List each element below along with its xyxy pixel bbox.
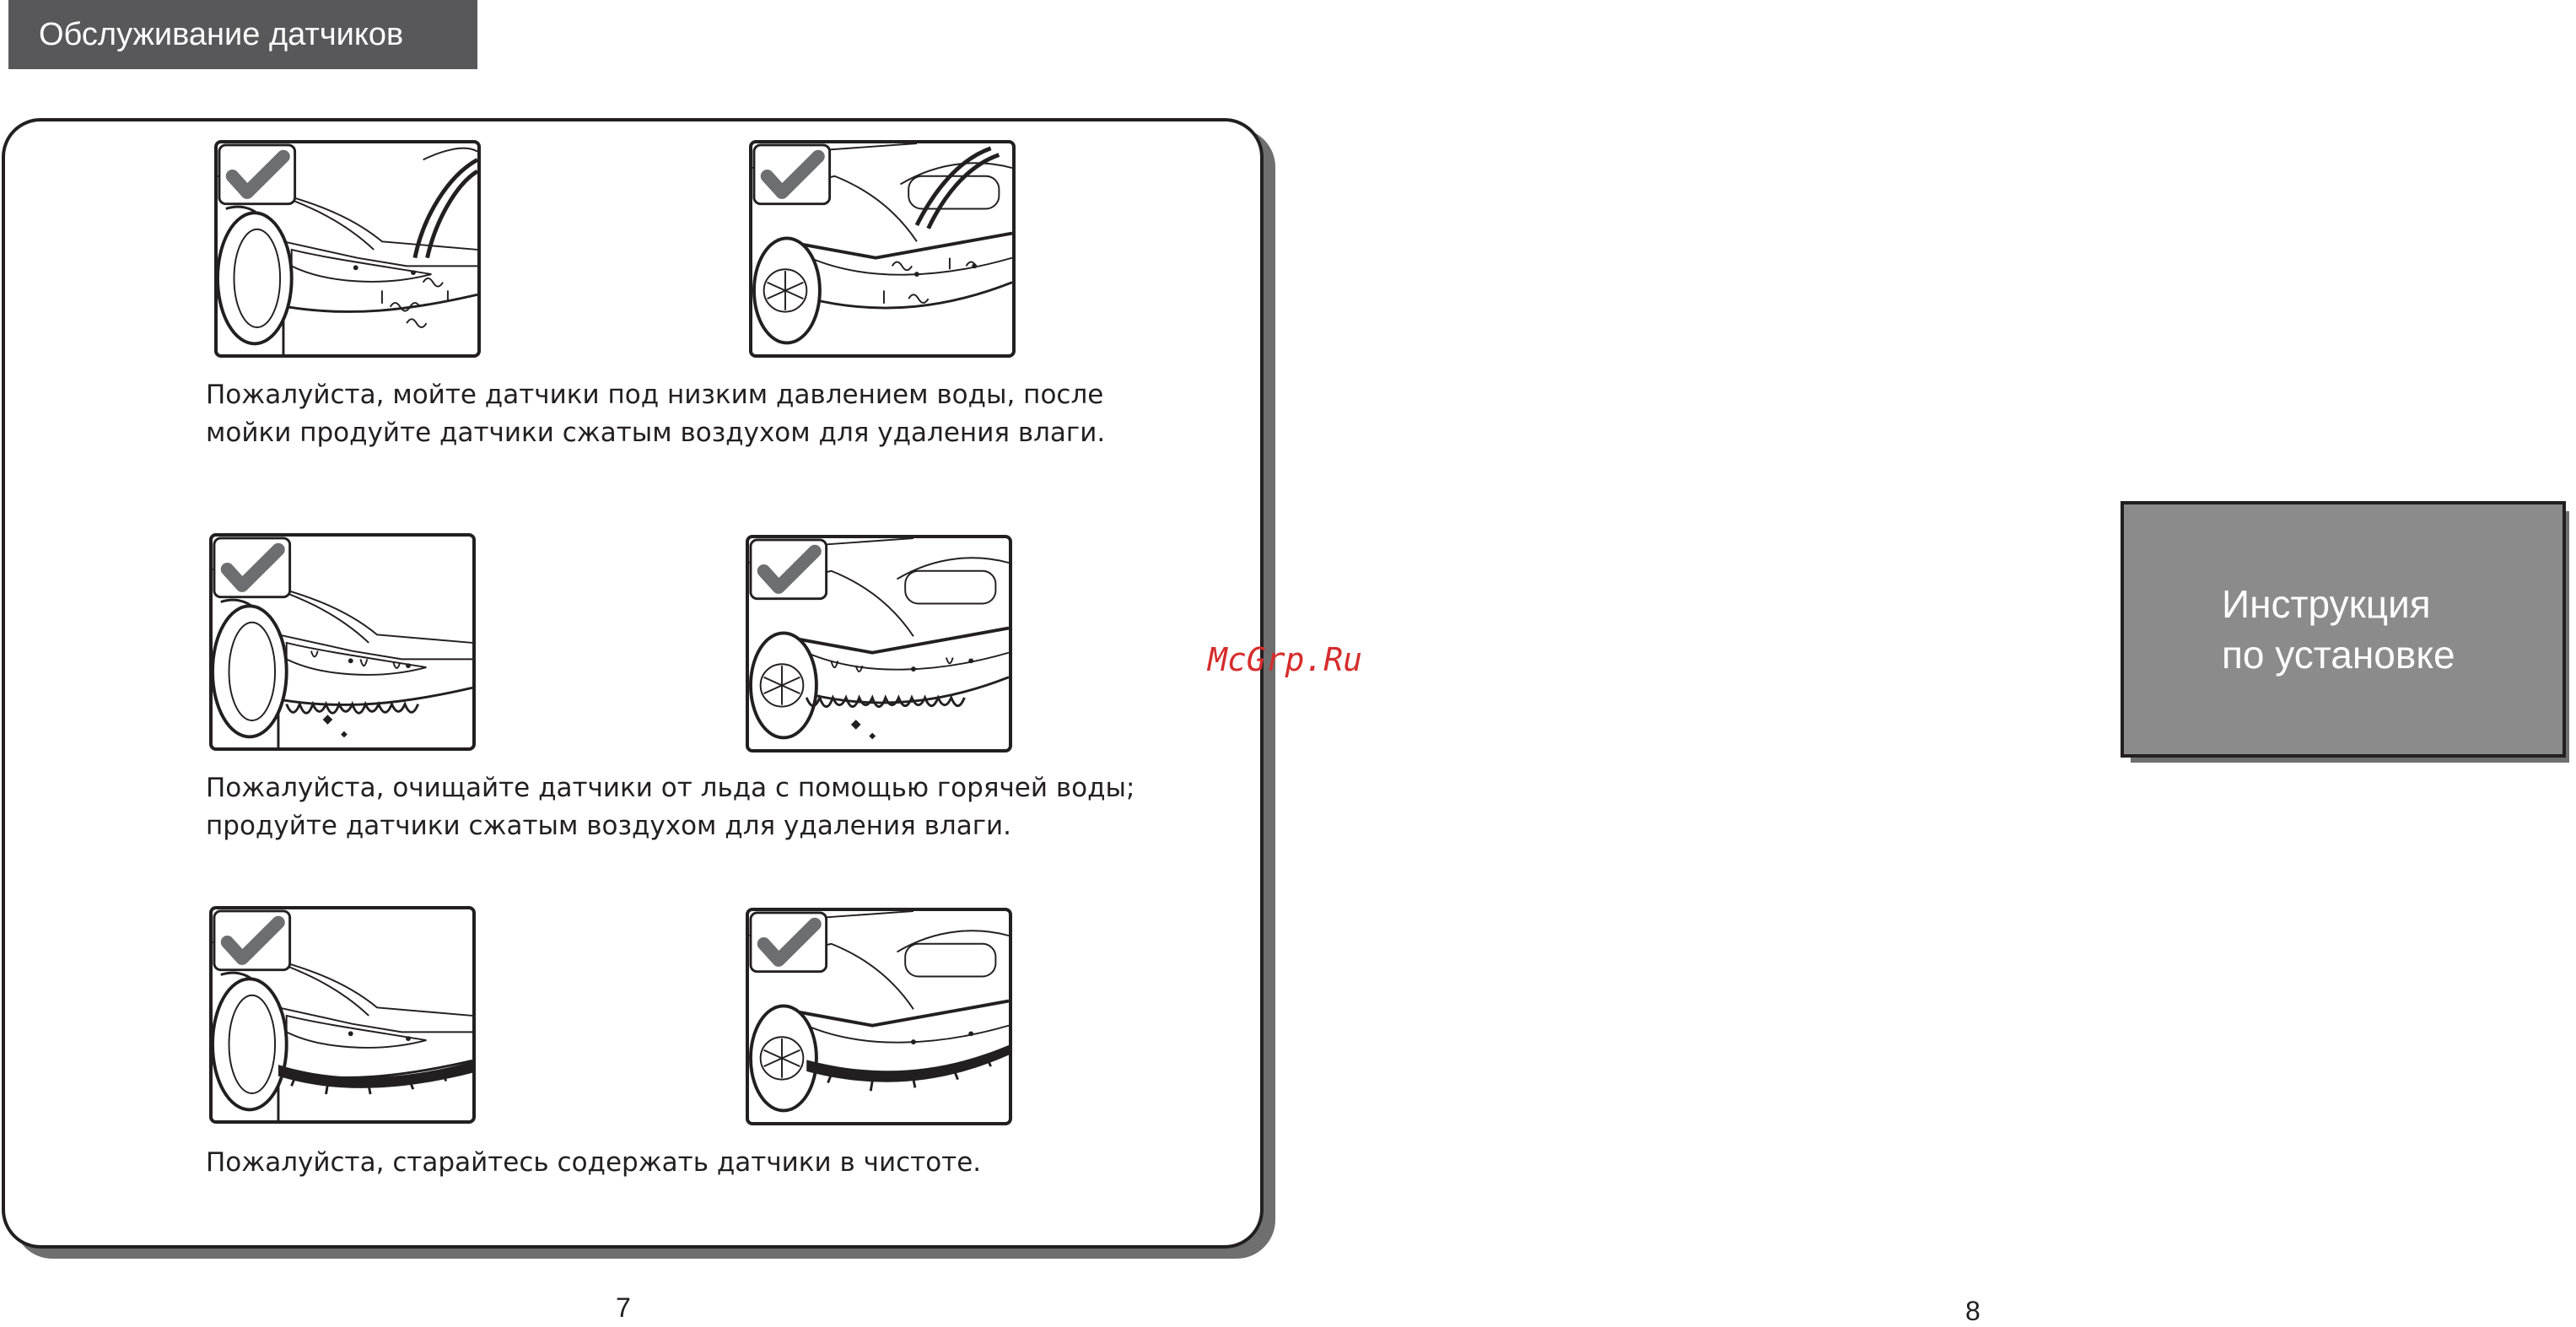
watermark: McGrp.Ru xyxy=(1208,641,1363,678)
caption-dirt-line1: Пожалуйста, старайтесь содержать датчики в чистоте. xyxy=(206,1147,982,1178)
illustration-ice-rear xyxy=(746,535,1012,753)
cover-title-line2: по установке xyxy=(2222,633,2455,677)
caption-ice-line2: продуйте датчики сжатым воздухом для удаления влаги. xyxy=(206,811,1011,841)
checkmark-icon xyxy=(751,540,827,599)
illustration-dirt-side xyxy=(209,906,476,1124)
checkmark-icon xyxy=(754,145,830,204)
section-title: Обслуживание датчиков xyxy=(39,17,404,52)
illustration-dirt-rear xyxy=(746,908,1012,1125)
caption-ice xyxy=(206,769,1134,845)
instructions-panel xyxy=(2,118,1264,1249)
checkmark-icon xyxy=(219,145,295,204)
page-number-right: 8 xyxy=(1965,1296,1981,1326)
caption-ice-line1: Пожалуйста, очищайте датчики от льда с помощью горячей воды; xyxy=(206,773,1135,803)
caption-wash-line2: мойки продуйте датчики сжатым воздухом для удаления влаги. xyxy=(206,418,1106,448)
section-header xyxy=(8,0,477,69)
cover-title xyxy=(2222,579,2455,680)
illustration-ice-side xyxy=(209,533,476,751)
checkmark-icon xyxy=(214,538,290,597)
caption-dirt xyxy=(206,1144,981,1182)
cover-title-line1: Инструкция xyxy=(2222,582,2431,626)
page-number-left: 7 xyxy=(616,1292,631,1323)
illustration-wash-side xyxy=(214,140,481,358)
checkmark-icon xyxy=(214,911,290,970)
cover-title-box xyxy=(2121,501,2566,758)
caption-wash xyxy=(206,376,1105,452)
checkmark-icon xyxy=(751,913,827,972)
illustration-wash-rear xyxy=(749,140,1016,358)
caption-wash-line1: Пожалуйста, мойте датчики под низким давлением воды, после xyxy=(206,380,1104,410)
